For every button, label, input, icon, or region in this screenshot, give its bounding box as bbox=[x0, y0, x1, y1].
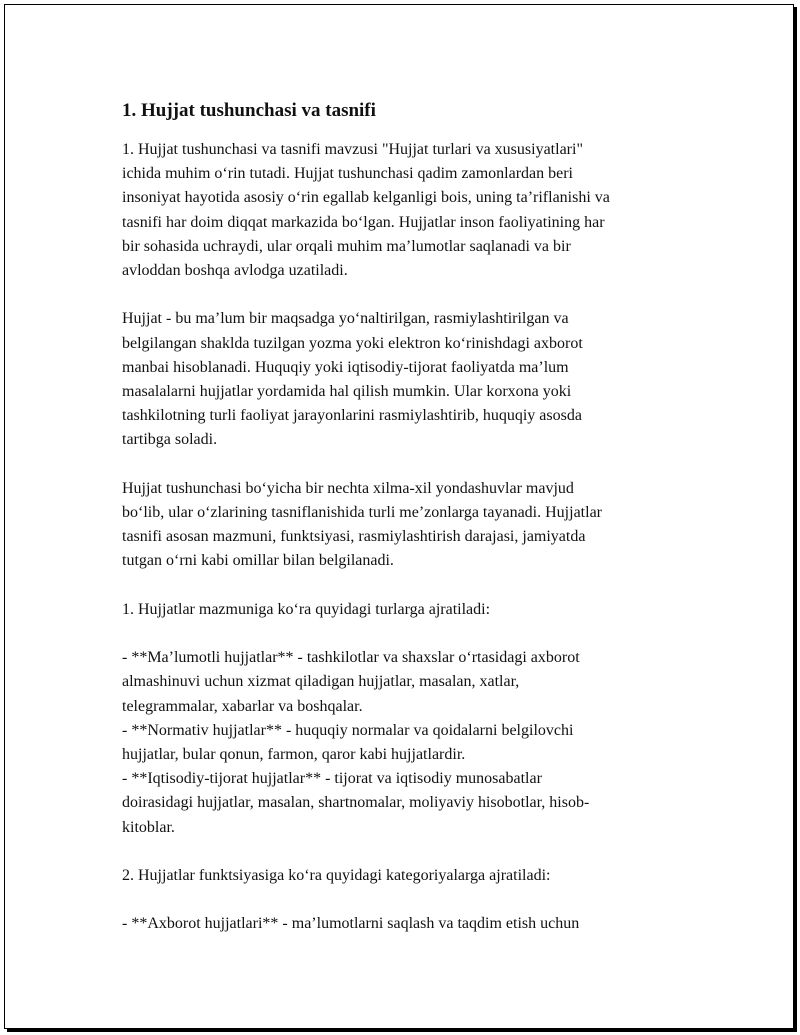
text-line: bir sohasida uchraydi, ular orqali muhim ma’lumotlar saqlanadi va bir bbox=[122, 237, 571, 255]
paragraph-approaches bbox=[122, 477, 692, 574]
text-line: Hujjat tushunchasi bo‘yicha bir nechta xilma-xil yondashuvlar mavjud bbox=[122, 479, 574, 497]
text-line: tasnifi asosan mazmuni, funktsiyasi, rasmiylashtirish darajasi, jamiyatda bbox=[122, 528, 586, 546]
paragraph-definition bbox=[122, 307, 692, 452]
text-line: kitoblar. bbox=[122, 818, 175, 836]
paragraph-content-types-heading bbox=[122, 598, 692, 622]
text-line: bo‘lib, ular o‘zlarining tasniflanishida turli me’zonlarga tayanadi. Hujjatlar bbox=[122, 504, 602, 522]
text-line: 1. Hujjat tushunchasi va tasnifi mavzusi "Hujjat turlari va xususiyatlari" bbox=[122, 141, 583, 158]
document-body bbox=[122, 98, 692, 937]
text-line: almashinuvi uchun xizmat qiladigan hujjatlar, masalan, xatlar, bbox=[122, 673, 520, 691]
document-title: 1. Hujjat tushunchasi va tasnifi bbox=[122, 100, 376, 121]
paragraph-function-types-heading bbox=[122, 864, 692, 888]
text-line: 1. Hujjatlar mazmuniga ko‘ra quyidagi turlarga ajratiladi: bbox=[122, 600, 491, 618]
text-line: tashkilotning turli faoliyat jarayonlarini rasmiylashtirib, huquqiy asosda bbox=[122, 407, 582, 425]
list-function-types bbox=[122, 912, 692, 936]
text-line: doirasidagi hujjatlar, masalan, shartnomalar, moliyaviy hisobotlar, hisob- bbox=[122, 794, 590, 812]
text-line: manbai hisoblanadi. Huquqiy yoki iqtisodiy-tijorat faoliyatda ma’lum bbox=[122, 358, 569, 376]
text-line: tasnifi har doim diqqat markazida bo‘lgan. Hujjatlar inson faoliyatining har bbox=[122, 213, 605, 231]
text-line: masalalarni hujjatlar yordamida hal qilish mumkin. Ular korxona yoki bbox=[122, 383, 572, 401]
text-line: telegrammalar, xabarlar va boshqalar. bbox=[122, 697, 363, 715]
paragraph-intro bbox=[122, 138, 692, 283]
text-line: tutgan o‘rni kabi omillar bilan belgilanadi. bbox=[122, 552, 394, 570]
text-line: tartibga soladi. bbox=[122, 431, 218, 449]
text-line: - **Iqtisodiy-tijorat hujjatlar** - tijorat va iqtisodiy munosabatlar bbox=[122, 770, 542, 788]
text-line: ichida muhim o‘rin tutadi. Hujjat tushunchasi qadim zamonlardan beri bbox=[122, 165, 573, 183]
text-line: - **Ma’lumotli hujjatlar** - tashkilotlar va shaxslar o‘rtasidagi axborot bbox=[122, 649, 580, 667]
text-line: insoniyat hayotida asosiy o‘rin egallab kelganligi bois, uning ta’riflanishi va bbox=[122, 189, 610, 207]
text-line: - **Normativ hujjatlar** - huquqiy normalar va qoidalarni belgilovchi bbox=[122, 721, 574, 739]
list-content-types bbox=[122, 646, 692, 840]
text-line: belgilangan shaklda tuzilgan yozma yoki elektron ko‘rinishdagi axborot bbox=[122, 334, 583, 352]
text-line: hujjatlar, bular qonun, farmon, qaror kabi hujjatlardir. bbox=[122, 746, 466, 764]
text-line: avloddan boshqa avlodga uzatiladi. bbox=[122, 262, 348, 280]
text-line: - **Axborot hujjatlari** - ma’lumotlarni saqlash va taqdim etish uchun bbox=[122, 915, 580, 933]
text-line: Hujjat - bu ma’lum bir maqsadga yo‘naltirilgan, rasmiylashtirilgan va bbox=[122, 310, 569, 328]
text-line: 2. Hujjatlar funktsiyasiga ko‘ra quyidagi kategoriyalarga ajratiladi: bbox=[122, 867, 551, 885]
page-frame bbox=[4, 4, 794, 1029]
